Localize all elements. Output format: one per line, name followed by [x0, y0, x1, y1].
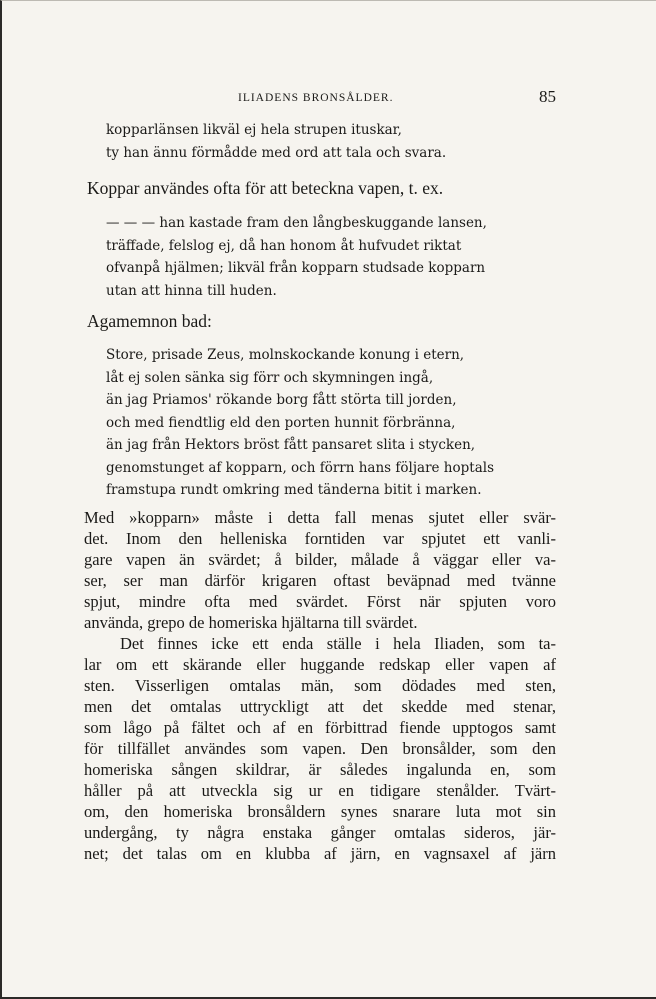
- verse-line: och med fiendtlig eld den porten hunnit förbränna,: [106, 414, 456, 431]
- verse-line: — — — han kastade fram den långbeskuggande lansen,: [106, 215, 487, 231]
- paragraph-2: [87, 311, 212, 332]
- prose-line: ser, ser man därför krigaren oftast beväpnad med tvänne: [84, 571, 556, 590]
- verse-line: genomstunget af kopparn, och förrn hans följare hoptals: [106, 459, 494, 476]
- prose-line: homeriska sången skildrar, är således ingalunda en, som: [84, 760, 556, 779]
- prose-line: om, den homeriska bronsåldern synes snarare luta mot sin: [84, 802, 556, 821]
- prose-line: för tillfället användes som vapen. Den bronsålder, som den: [84, 739, 556, 758]
- prose-line: sten. Visserligen omtalas män, som dödades med sten,: [84, 676, 556, 695]
- prose-line: Koppar användes ofta för att beteckna vapen, t. ex.: [87, 178, 444, 198]
- verse-line: låt ej solen sänka sig förr och skymningen ingå,: [106, 369, 434, 386]
- page-header: [2, 87, 656, 111]
- quote-block-1: [106, 119, 446, 164]
- prose-line: men det omtalas uttryckligt att det skedde med stenar,: [84, 697, 556, 716]
- prose-line: håller på att utveckla sig ur en tidigare stenålder. Tvärt-: [84, 781, 556, 800]
- prose-line: använda, grepo de homeriska hjältarna till svärdet.: [84, 613, 418, 632]
- verse-line: kopparlänsen likväl ej hela strupen ituskar,: [106, 122, 402, 138]
- prose-line: lar om ett skärande eller huggande redskap eller vapen af: [84, 655, 556, 674]
- prose-line: net; det talas om en klubba af järn, en vagnsaxel af järn: [84, 844, 556, 863]
- quote-block-2: [106, 212, 487, 302]
- prose-line: Agamemnon bad:: [87, 311, 212, 331]
- prose-line: spjut, mindre ofta med svärdet. Först när spjuten voro: [84, 592, 556, 611]
- verse-line: än jag från Hektors bröst fått pansaret slita i stycken,: [106, 437, 476, 453]
- verse-line: ofvanpå hjälmen; likväl från kopparn studsade kopparn: [106, 260, 486, 276]
- running-head: ILIADENS BRONSÅLDER.: [238, 92, 394, 104]
- page-number: 85: [539, 87, 556, 106]
- verse-line: Store, prisade Zeus, molnskockande konung i etern,: [106, 347, 465, 363]
- quote-block-3: [106, 344, 494, 502]
- prose-line: det. Inom den helleniska forntiden var spjutet ett vanli-: [84, 529, 556, 548]
- paragraph-4: [84, 633, 556, 864]
- prose-line: som lågo på fältet och af en förbittrad fiende upptogos samt: [84, 718, 556, 737]
- verse-line: än jag Priamos' rökande borg fått störta till jorden,: [106, 392, 457, 408]
- prose-line: Med »kopparn» måste i detta fall menas sjutet eller svär-: [84, 508, 556, 527]
- prose-line: gare vapen än svärdet; å bilder, målade å väggar eller va-: [84, 550, 556, 569]
- paragraph-3: [84, 507, 556, 633]
- verse-line: träffade, felslog ej, då han honom åt hufvudet riktat: [106, 237, 462, 254]
- prose-line: Det finnes icke ett enda ställe i hela Iliaden, som ta-: [120, 634, 556, 653]
- verse-line: ty han ännu förmådde med ord att tala och svara.: [106, 144, 447, 161]
- paragraph-1: [87, 178, 443, 199]
- verse-line: utan att hinna till huden.: [106, 282, 277, 299]
- verse-line: framstupa rundt omkring med tänderna bitit i marken.: [106, 482, 482, 498]
- prose-line: undergång, ty några enstaka gånger omtalas sideros, jär-: [84, 823, 556, 842]
